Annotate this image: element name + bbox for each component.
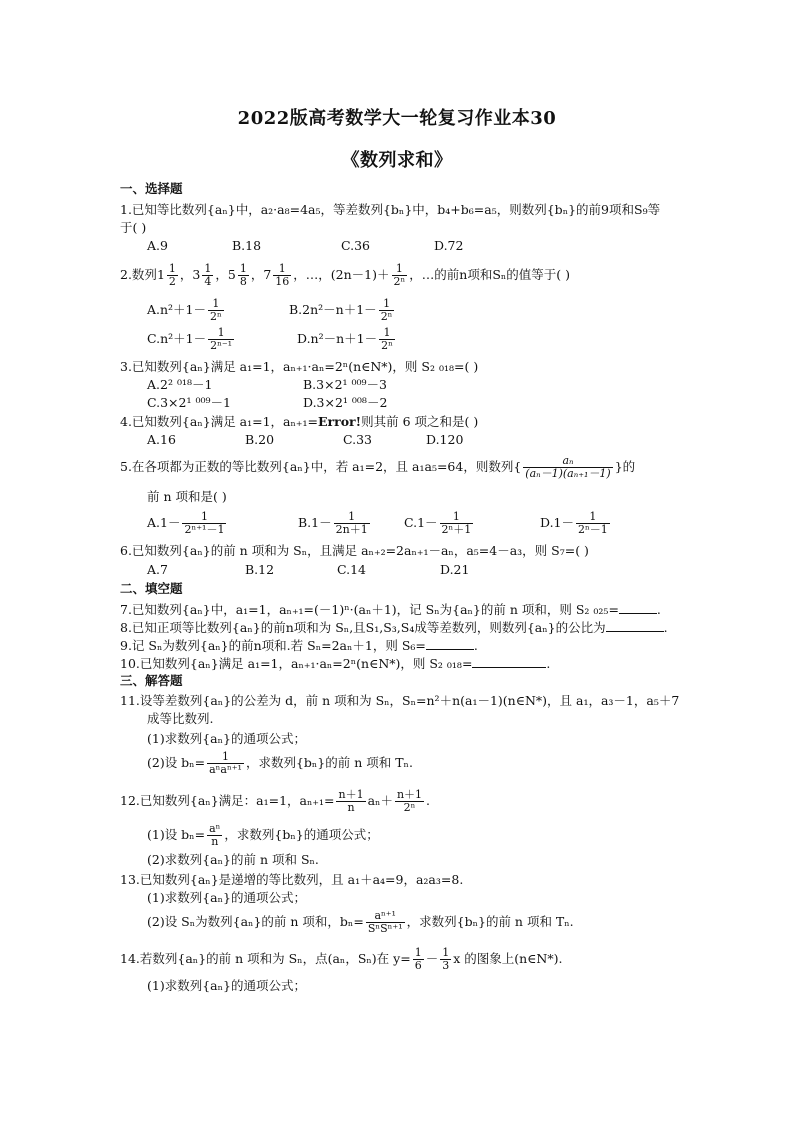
fraction: $\frac{1}{2}$ [168, 262, 176, 288]
page-subtitle: 《数列求和》 [341, 150, 453, 171]
answer-blank[interactable] [619, 601, 657, 614]
q5-option-d: D.1－ $\frac{1}{\text{2ⁿ－1}}$ [540, 510, 608, 536]
q3-option-a: A.2² ⁰¹⁸－1 [147, 377, 213, 392]
page-title: 2022版高考数学大一轮复习作业本30 [237, 108, 557, 129]
q2-option-a: A.n²＋1－ $\frac{1}{\text{2ⁿ}}$ [147, 297, 222, 323]
question-13-part-2: (2)设 Sₙ为数列{aₙ}的前 n 项和，bₙ= $\frac{\text{aⁿ⁺¹}}{\text{SⁿSⁿ⁺¹}}$ ，求数列{bₙ}的前 n 项和 Tₙ. [147, 909, 574, 935]
answer-blank[interactable] [426, 637, 474, 650]
question-11-text: 11.设等差数列{aₙ}的公差为 d，前 n 项和为 Sₙ，Sₙ=n²＋n(a₁－1)(n∈N*)，且 a₁，a₃－1，a₅＋7 [120, 693, 680, 708]
question-11-text-cont: 成等比数列. [147, 711, 214, 726]
error-marker: Error! [318, 414, 362, 429]
q1-option-d: D.72 [434, 238, 464, 253]
fraction: $\frac{\text{aₙ}}{\text{(aₙ－1)(aₙ₊₁－1)}}$ [525, 454, 611, 480]
question-11-part-2: (2)设 bₙ= $\frac{1}{\text{aⁿaⁿ⁺¹}}$ ，求数列{bₙ}的前 n 项和 Tₙ. [147, 750, 413, 776]
fraction: $\frac{1}{\text{2ⁿ}}$ [393, 262, 406, 288]
answer-blank[interactable] [606, 619, 664, 632]
question-3-text: 3.已知数列{aₙ}满足 a₁=1，aₙ₊₁·aₙ=2ⁿ(n∈N*)，则 S₂ ₀₁₈=( ) [120, 359, 479, 374]
q1-option-b: B.18 [232, 238, 262, 253]
section-heading-choice: 一、选择题 [120, 181, 183, 196]
question-14-text: 14.若数列{aₙ}的前 n 项和为 Sₙ，点(aₙ，Sₙ)在 y= $\frac{1}{6}$ － $\frac{1}{3}$ x 的图象上(n∈N*). [120, 946, 563, 972]
q2-option-c: C.n²＋1－ $\frac{1}{\text{2ⁿ⁻¹}}$ [147, 326, 233, 352]
q2-option-b: B.2n²－n＋1－ $\frac{1}{\text{2ⁿ}}$ [289, 297, 393, 323]
q6-option-b: B.12 [245, 562, 275, 577]
fraction: $\frac{1}{8}$ [239, 262, 247, 288]
question-8-text: 8.已知正项等比数列{aₙ}的前n项和为 Sₙ,且S₁,S₃,S₄成等差数列，则数列{aₙ}的公比为 . [120, 620, 668, 635]
question-5-text: 5.在各项都为正数的等比数列{aₙ}中，若 a₁=2，且 a₁a₅=64，则数列{ $\frac{\text{aₙ}}{\text{(aₙ－1)(aₙ₊₁－1)}}$ }的 [120, 454, 636, 480]
section-heading-solve: 三、解答题 [120, 673, 183, 688]
q4-option-d: D.120 [426, 432, 464, 447]
fraction: $\frac{1}{16}$ [275, 262, 290, 288]
answer-blank[interactable] [472, 655, 546, 668]
q1-option-a: A.9 [147, 238, 168, 253]
question-1-text-cont: 于( ) [120, 220, 147, 235]
q4-option-a: A.16 [147, 432, 176, 447]
q3-option-c: C.3×2¹ ⁰⁰⁹－1 [147, 395, 231, 410]
q4-option-b: B.20 [245, 432, 275, 447]
question-6-text: 6.已知数列{aₙ}的前 n 项和为 Sₙ，且满足 aₙ₊₂=2aₙ₊₁－aₙ，a₅=4－a₃，则 S₇=( ) [120, 543, 589, 558]
question-12-part-1: (1)设 bₙ= $\frac{\text{aⁿ}}{n}$ ，求数列{bₙ}的通项公式； [147, 822, 379, 848]
question-13-part-1: (1)求数列{aₙ}的通项公式； [147, 890, 306, 905]
question-10-text: 10.已知数列{aₙ}满足 a₁=1，aₙ₊₁·aₙ=2ⁿ(n∈N*)，则 S₂ ₀₁₈= . [120, 656, 551, 671]
q5-option-c: C.1－ $\frac{1}{\text{2ⁿ＋1}}$ [404, 510, 472, 536]
question-12-text: 12.已知数列{aₙ}满足：a₁=1，aₙ₊₁= $\frac{n+1}{n}$ aₙ＋ $\frac{n+1}{\text{2ⁿ}}$ . [120, 788, 431, 814]
q4-option-c: C.33 [343, 432, 372, 447]
q5-option-a: A.1－ $\frac{1}{\text{2ⁿ⁺¹－1}}$ [147, 510, 225, 536]
question-13-text: 13.已知数列{aₙ}是递增的等比数列，且 a₁＋a₄=9，a₂a₃=8. [120, 872, 464, 887]
question-7-text: 7.已知数列{aₙ}中，a₁=1，aₙ₊₁=(－1)ⁿ·(aₙ＋1)，记 Sₙ为{aₙ}的前 n 项和，则 S₂ ₀₂₅= . [120, 602, 661, 617]
fraction: $\frac{1}{4}$ [204, 262, 212, 288]
q6-option-c: C.14 [337, 562, 366, 577]
q2-option-d: D.n²－n＋1－ $\frac{1}{\text{2ⁿ}}$ [297, 326, 393, 352]
q3-option-d: D.3×2¹ ⁰⁰⁸－2 [303, 395, 388, 410]
q6-option-d: D.21 [440, 562, 470, 577]
q1-option-c: C.36 [341, 238, 370, 253]
section-heading-fill: 二、填空题 [120, 581, 183, 596]
question-2-text: 2.数列1 $\frac{1}{2}$ ，3 $\frac{1}{4}$ ，5 $\frac{1}{8}$ ，7 $\frac{1}{16}$ ，…，(2n－1)＋ $\frac{1}{\text{2ⁿ}}$ ，…的前n项和Sₙ的值等于( ) [120, 262, 571, 288]
question-4-text: 4.已知数列{aₙ}满足 a₁=1，aₙ₊₁=Error!则其前 6 项之和是( ) [120, 414, 479, 429]
q6-option-a: A.7 [147, 562, 168, 577]
question-1-text: 1.已知等比数列{aₙ}中，a₂·a₈=4a₅，等差数列{bₙ}中，b₄+b₆=a₅，则数列{bₙ}的前9项和S₉等 [120, 202, 661, 217]
question-14-part-1: (1)求数列{aₙ}的通项公式； [147, 978, 306, 993]
q5-option-b: B.1－ $\frac{1}{2n+1}$ [298, 510, 368, 536]
q3-option-b: B.3×2¹ ⁰⁰⁹－3 [303, 377, 388, 392]
question-12-part-2: (2)求数列{aₙ}的前 n 项和 Sₙ. [147, 852, 319, 867]
question-5-text-cont: 前 n 项和是( ) [147, 489, 227, 504]
question-11-part-1: (1)求数列{aₙ}的通项公式； [147, 731, 306, 746]
question-9-text: 9.记 Sₙ为数列{aₙ}的前n项和.若 Sₙ=2aₙ＋1，则 S₆= . [120, 638, 478, 653]
